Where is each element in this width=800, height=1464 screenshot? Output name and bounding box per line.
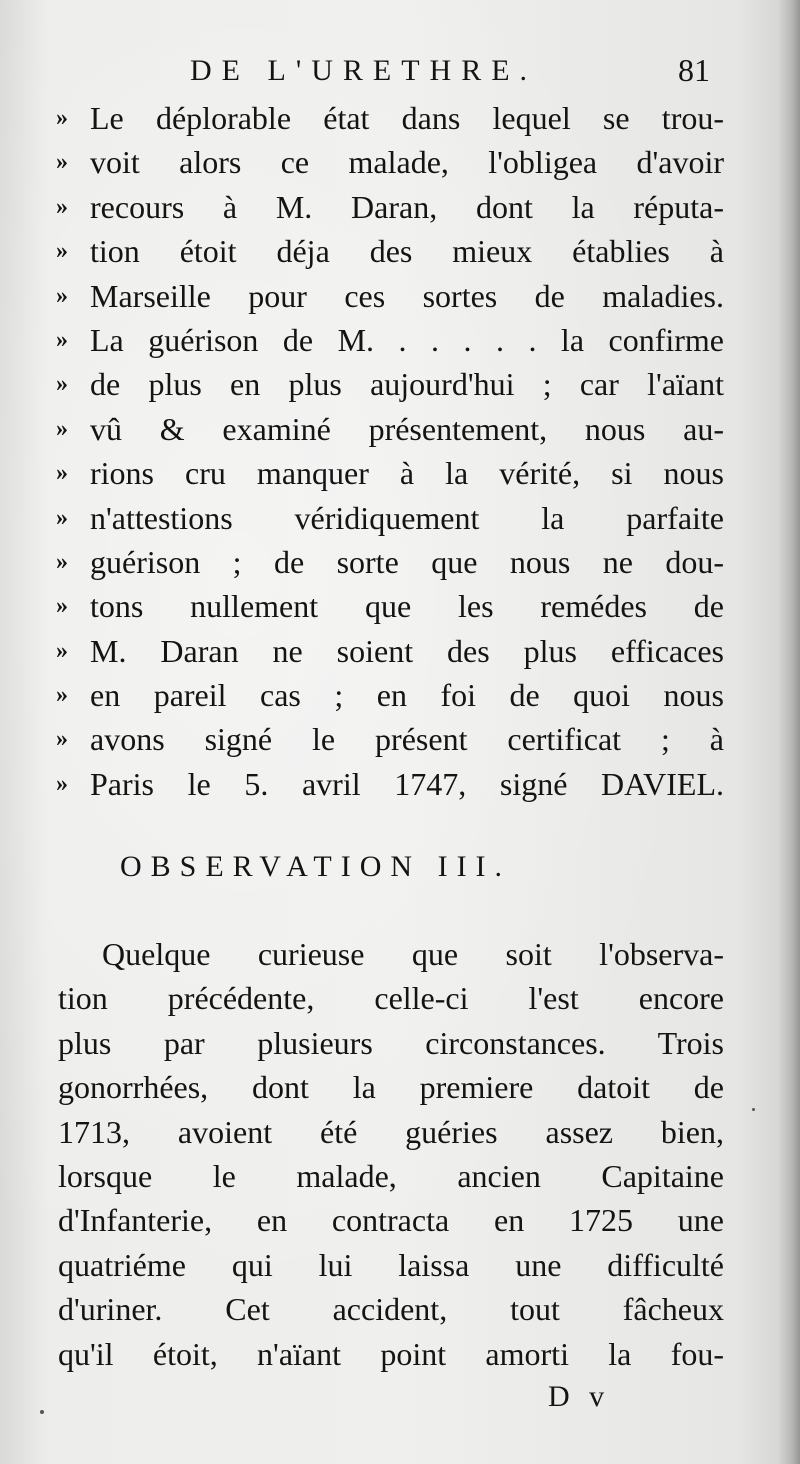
body-line: tion précédente, celle-ci l'est encore — [58, 980, 724, 1017]
quote-mark: » — [56, 371, 68, 398]
quote-mark: » — [56, 238, 68, 265]
body-line: d'uriner. Cet accident, tout fâcheux — [58, 1291, 724, 1328]
quoted-line-text: tion étoit déja des mieux établies à — [90, 233, 724, 270]
quoted-line — [56, 584, 724, 628]
page-edge-shadow — [778, 0, 800, 1464]
body-line: quatriéme qui lui laissa une difficulté — [58, 1246, 724, 1283]
body-line: 1713, avoient été guéries assez bien, — [58, 1113, 724, 1150]
quote-mark: » — [56, 726, 68, 753]
quoted-line — [56, 362, 724, 406]
signature-mark: D v — [548, 1380, 611, 1413]
body-line: qu'il étoit, n'aïant point amorti la fou- — [58, 1335, 724, 1372]
ink-speck — [752, 1108, 755, 1111]
quoted-line-text: tons nullement que les remédes de — [90, 588, 724, 625]
quoted-line — [56, 274, 724, 318]
body-line: plus par plusieurs circonstances. Trois — [58, 1024, 724, 1061]
body-line: Quelque curieuse que soit l'observa- — [102, 936, 724, 972]
quoted-line — [56, 451, 724, 495]
quote-mark: » — [56, 548, 68, 575]
quoted-line — [56, 318, 724, 362]
quoted-line-text: La guérison de M. . . . . . la confirme — [90, 321, 724, 358]
ink-speck — [40, 1410, 44, 1414]
quote-mark: » — [56, 105, 68, 131]
quote-mark: » — [56, 326, 68, 353]
quoted-line — [56, 540, 724, 584]
quoted-line — [56, 140, 724, 184]
quote-mark: » — [56, 193, 68, 220]
quote-mark: » — [56, 282, 68, 309]
quoted-line-text: Paris le 5. avril 1747, signé DAVIEL. — [90, 765, 724, 802]
quoted-line-text: M. Daran ne soient des plus efficaces — [90, 632, 724, 669]
section-heading: OBSERVATION III. — [120, 850, 512, 883]
quoted-certificate — [56, 96, 724, 806]
quoted-line-text: voit alors ce malade, l'obligea d'avoir — [90, 144, 724, 181]
body-line: d'Infanterie, en contracta en 1725 une — [58, 1202, 724, 1239]
running-title: DE L'URETHRE. — [190, 54, 538, 87]
quote-mark: » — [56, 682, 68, 709]
quote-mark: » — [56, 770, 68, 797]
quote-mark: » — [56, 149, 68, 176]
quoted-line — [56, 673, 724, 717]
quoted-line — [56, 717, 724, 761]
body-line: gonorrhées, dont la premiere datoit de — [58, 1069, 724, 1106]
quote-mark: » — [56, 460, 68, 487]
observation-body — [58, 932, 724, 1376]
running-head — [60, 52, 720, 96]
quoted-line — [56, 762, 724, 806]
quoted-line — [56, 185, 724, 229]
quoted-line-text: de plus en plus aujourd'hui ; car l'aïant — [90, 366, 724, 403]
quoted-line — [56, 407, 724, 451]
quoted-line-text: Marseille pour ces sortes de maladies. — [90, 277, 724, 314]
quote-mark: » — [56, 415, 68, 442]
quoted-line-text: avons signé le présent certificat ; à — [90, 721, 724, 758]
quote-mark: » — [56, 637, 68, 664]
quoted-line — [56, 629, 724, 673]
quoted-line-text: vû & examiné présentement, nous au- — [90, 410, 724, 447]
body-line: lorsque le malade, ancien Capitaine — [58, 1157, 724, 1194]
quoted-line — [56, 496, 724, 540]
quoted-line — [56, 229, 724, 273]
quote-mark: » — [56, 504, 68, 531]
quoted-line-text: en pareil cas ; en foi de quoi nous — [90, 677, 724, 714]
quoted-line-text: guérison ; de sorte que nous ne dou- — [90, 543, 724, 580]
quoted-line — [56, 96, 724, 140]
quoted-line-text: n'attestions véridiquement la parfaite — [90, 499, 724, 536]
quote-mark: » — [56, 593, 68, 620]
quoted-line-text: rions cru manquer à la vérité, si nous — [90, 455, 724, 492]
quoted-line-text: Le déplorable état dans lequel se trou- — [90, 100, 724, 136]
quoted-line-text: recours à M. Daran, dont la réputa- — [90, 188, 724, 225]
page-number: 81 — [678, 52, 710, 88]
